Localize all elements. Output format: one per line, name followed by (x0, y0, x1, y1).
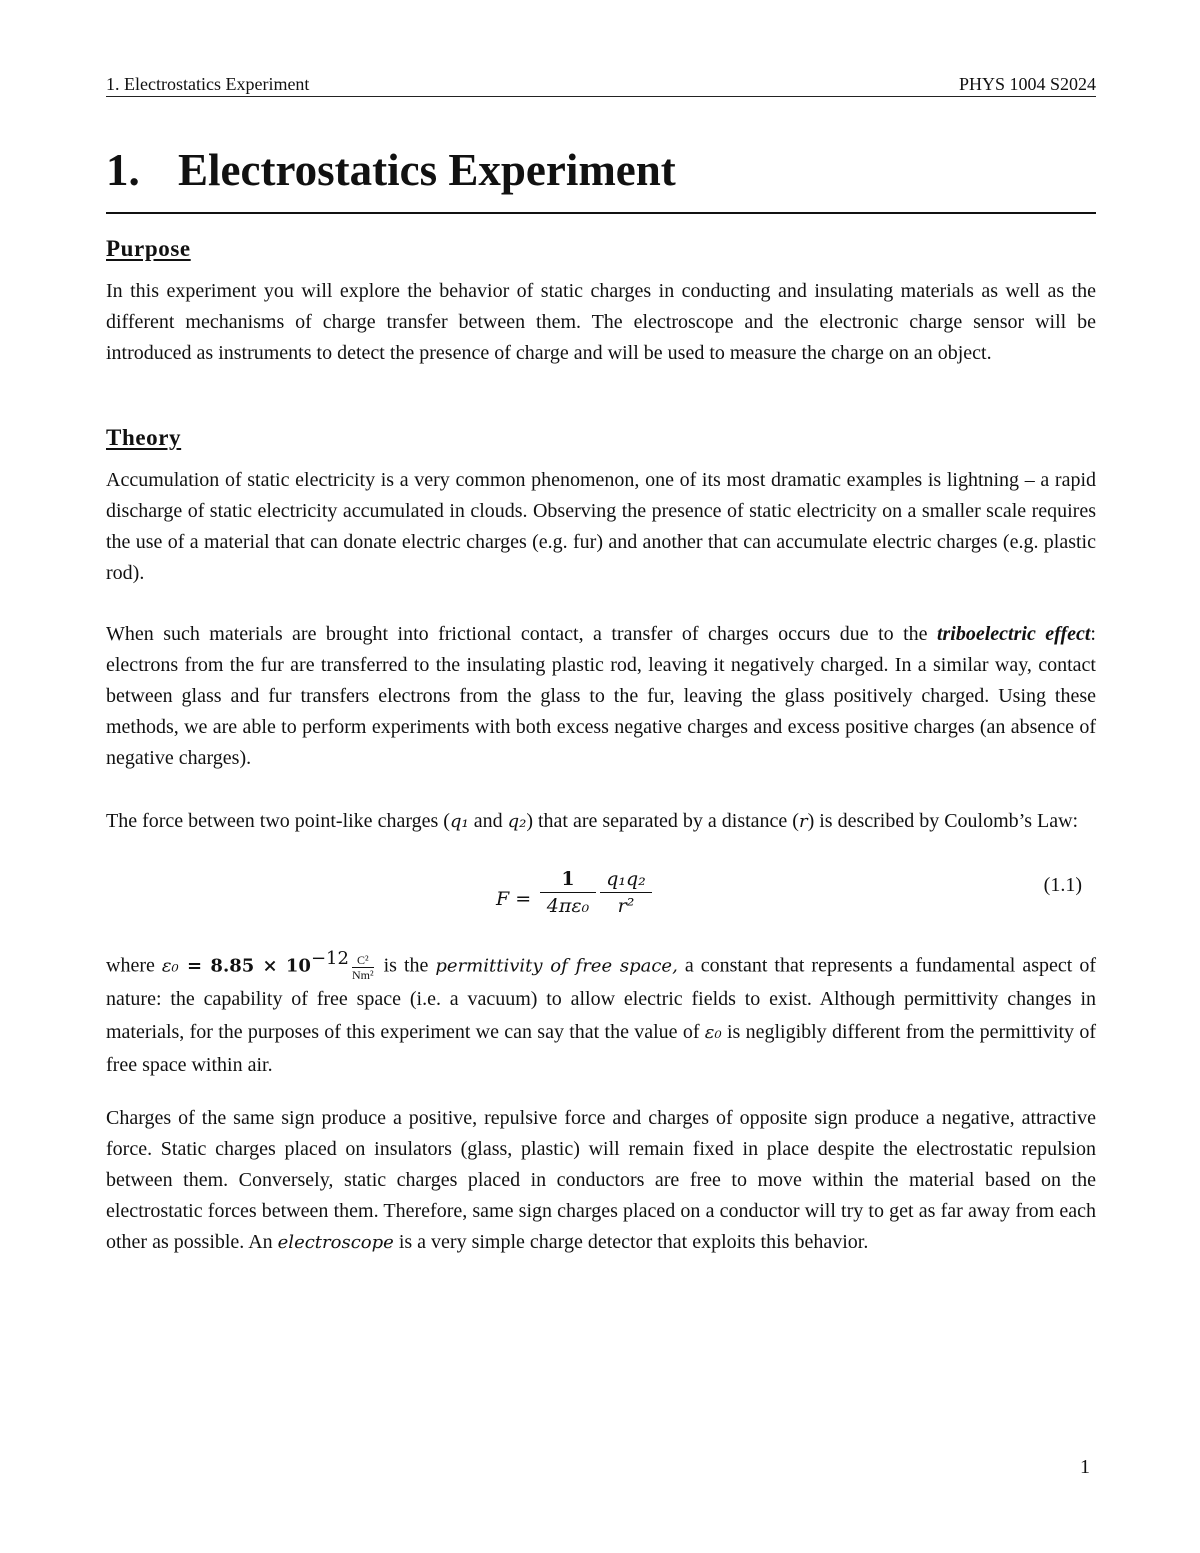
p5-text-b: is a very simple charge detector that exploits this behavior. (393, 1231, 869, 1253)
permittivity-term: permittivity of free space, (435, 955, 678, 977)
electroscope-term: electroscope (277, 1232, 394, 1253)
units-denominator: Nm² (351, 967, 374, 982)
p3-text-b: and (468, 810, 508, 832)
fraction-2-numerator: q₁q₂ (606, 868, 646, 890)
units-numerator: C² (356, 952, 369, 967)
fraction-2-denominator: r² (617, 895, 635, 917)
chapter-number: 1. (106, 145, 140, 195)
theory-paragraph-3 (106, 806, 1096, 837)
purpose-paragraph: In this experiment you will explore the behavior of static charges in conducting and insulating materials as well as the different mechanisms of charge transfer between them. The electroscope and the electronic charge sensor will be introduced as instruments to detect the presence of charge and will be used to measure the charge on an object. (106, 280, 1096, 364)
header-course-code: PHYS 1004 S2024 (958, 74, 1096, 94)
epsilon-units (352, 953, 374, 982)
header-left-title: 1. Electrostatics Experiment (106, 74, 310, 94)
p5-text-a: Charges of the same sign produce a positive, repulsive force and charges of opposite sign produce a negative, attractive force. Static charges placed on insulators (glass, plastic) will remain fixed in place despite the electrostatic repulsion between them. Conversely, static charges placed in conductors are free to move within the material based on the electrostatic forces between them. Therefore, same sign charges placed on a conductor will try to get as far away from each other as possible. An (106, 1107, 1096, 1253)
fraction-1-numerator: 1 (561, 868, 575, 890)
theory-heading: Theory (106, 425, 182, 450)
theory-paragraph-5 (106, 1103, 1096, 1258)
p4-is-the: is the (376, 954, 436, 977)
running-header (106, 74, 1096, 97)
epsilon-symbol-2: ε₀ (704, 1021, 722, 1043)
p4-text-rest-1: a constant that represents a fundamental aspect of nature: the capability of free space (i.e. a vacuum) to allow electric fields to exist. Although permittivity changes in materials, for the purposes of this experiment we can say that the value of (106, 954, 1097, 1043)
theory-paragraph-2 (106, 619, 1096, 774)
coulomb-equation (106, 864, 1096, 934)
p2-text-after: : electrons from the fur are transferred to the insulating plastic rod, leaving it negatively charged. In a similar way, contact between glass and fur transfers electrons from the glass to the fur, leaving the glass positively charged. Using these methods, we are able to perform experiments with both excess negative charges and excess positive charges (an absence of negative charges). (106, 623, 1096, 769)
fraction-1-denominator: 4πε₀ (546, 895, 590, 917)
p3-text-d: ) is described by Coulomb’s Law: (807, 810, 1079, 832)
theory-paragraph-1: Accumulation of static electricity is a very common phenomenon, one of its most dramatic examples is lightning – a rapid discharge of static electricity accumulated in clouds. Observing the presence of static electricity on a smaller scale requires the use of a material that can donate electric charges (e.g. fur) and another that can accumulate electric charges (e.g. plastic rod). (106, 469, 1096, 584)
equation-fraction-charges (600, 866, 652, 919)
chapter-title (106, 140, 1096, 214)
p4-where: where (106, 954, 162, 977)
equation-fraction-constant (540, 866, 596, 919)
equation-lhs: F = (496, 888, 532, 910)
p4-text-rest-2: is negligibly different from the permittivity of free space within air. (106, 1020, 1096, 1076)
equation-number: (1.1) (1043, 874, 1082, 896)
triboelectric-term: triboelectric effect (936, 623, 1091, 645)
p3-text-c: ) that are separated by a distance ( (526, 810, 799, 832)
p2-text-before: When such materials are brought into frictional contact, a transfer of charges occurs due to the (106, 623, 937, 645)
r-symbol: r (798, 811, 808, 832)
page-number: 1 (1080, 1456, 1090, 1478)
theory-paragraph-4 (106, 942, 1096, 1082)
purpose-heading: Purpose (106, 236, 191, 261)
chapter-title-text: Electrostatics Experiment (178, 145, 676, 195)
p3-text-a: The force between two point-like charges ( (106, 810, 450, 832)
epsilon-exponent: −12 (310, 948, 349, 969)
q2-symbol: q₂ (507, 811, 527, 832)
epsilon-value: = 8.85 × 10 (178, 955, 311, 977)
epsilon-symbol: ε₀ (161, 955, 179, 977)
q1-symbol: q₁ (449, 811, 469, 832)
